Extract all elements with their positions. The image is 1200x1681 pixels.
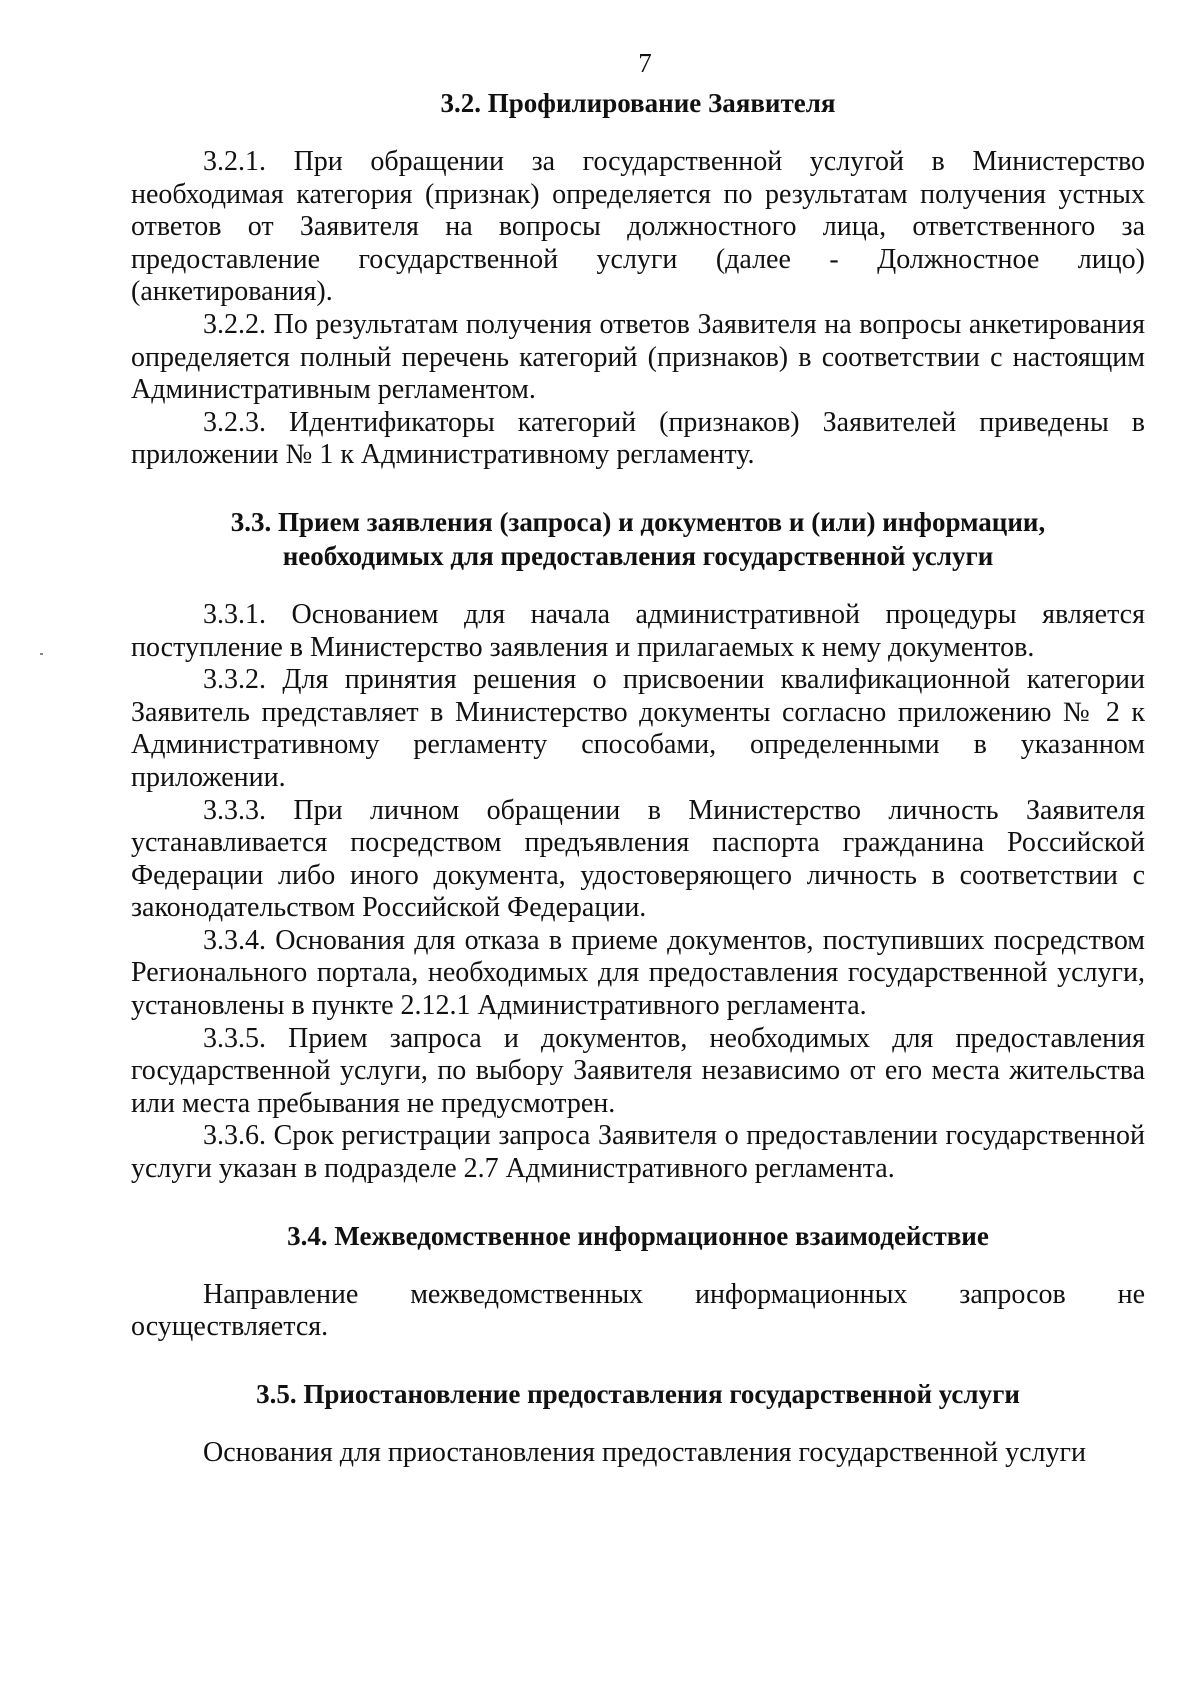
scan-artifact-dot bbox=[40, 653, 43, 655]
section-heading-3-3-line2: необходимых для предоставления государственной услуги bbox=[282, 540, 994, 571]
paragraph-3-3-6: 3.3.6. Срок регистрации запроса Заявителя о предоставлении государственной услуги указан в подразделе 2.7 Административного регламента. bbox=[131, 1120, 1145, 1185]
section-heading-3-4: 3.4. Межведомственное информационное взаимодействие bbox=[287, 1220, 989, 1251]
paragraph-3-5: Основания для приостановления предоставления государственной услуги bbox=[203, 1436, 1086, 1468]
paragraph-3-2-1: 3.2.1. При обращении за государственной услугой в Министерство необходимая категория (признак) определяется по результатам получения устных ответов от Заявителя на вопросы должностного лица, ответственного за предоставление государственной услуги (далее - Должностное лицо) (анкетирования). bbox=[131, 146, 1145, 308]
paragraph-3-3-5: 3.3.5. Прием запроса и документов, необходимых для предоставления государственной услуги, по выбору Заявителя независимо от его места жительства или места пребывания не предусмотрен. bbox=[131, 1022, 1145, 1119]
section-3-2 bbox=[131, 86, 1145, 472]
paragraph-3-2-2: 3.2.2. По результатам получения ответов Заявителя на вопросы анкетирования определяется полный перечень категорий (признаков) в соответствии с настоящим Административным регламентом. bbox=[131, 308, 1145, 406]
paragraph-3-2-3: 3.2.3. Идентификаторы категорий (признаков) Заявителей приведены в приложении № 1 к Административному регламенту. bbox=[131, 406, 1145, 471]
section-heading-3-2: 3.2. Профилирование Заявителя bbox=[440, 88, 836, 118]
paragraph-3-3-4: 3.3.4. Основания для отказа в приеме документов, поступивших посредством Регионального портала, необходимых для предоставления государственной услуги, установлены в пункте 2.12.1 Административного регламента. bbox=[131, 924, 1145, 1022]
section-heading-3-5: 3.5. Приостановление предоставления государственной услуги bbox=[256, 1378, 1020, 1409]
section-heading-3-3-line1: 3.3. Прием заявления (запроса) и документов и (или) информации, bbox=[230, 506, 1046, 537]
paragraph-3-4: Направление межведомственных информационных запросов не осуществляется. bbox=[131, 1278, 1145, 1343]
section-heading-3-3 bbox=[131, 505, 1145, 573]
section-3-4 bbox=[131, 1219, 1145, 1344]
paragraph-3-3-3: 3.3.3. При личном обращении в Министерство личность Заявителя устанавливается посредством предъявления паспорта гражданина Российской Федерации либо иного документа, удостоверяющего личность в соответствии с законодательством Российской Федерации. bbox=[131, 794, 1145, 924]
paragraph-3-3-2: 3.3.2. Для принятия решения о присвоении квалификационной категории Заявитель представляет в Министерство документы согласно приложению № 2 к Административному регламенту способами, определенными в указанном приложении. bbox=[131, 664, 1145, 793]
page-number: 7 bbox=[638, 48, 652, 78]
section-3-3 bbox=[131, 505, 1145, 1186]
document-page bbox=[131, 46, 1145, 1469]
section-3-5 bbox=[131, 1377, 1145, 1470]
paragraph-3-3-1: 3.3.1. Основанием для начала административной процедуры является поступление в Министерство заявления и прилагаемых к нему документов. bbox=[131, 598, 1145, 663]
